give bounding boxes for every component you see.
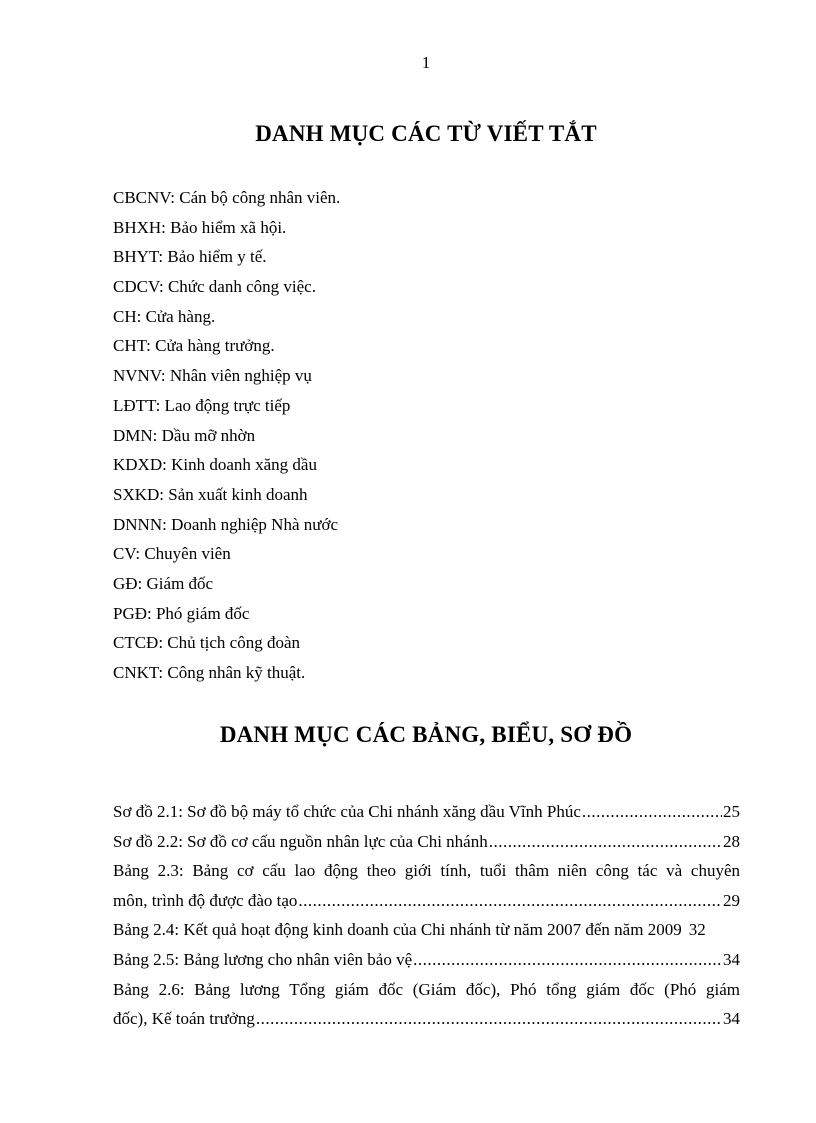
table-of-figures bbox=[113, 797, 740, 1034]
abbreviation-item: DMN: Dầu mỡ nhờn bbox=[113, 425, 256, 445]
abbreviation-item: CV: Chuyên viên bbox=[113, 544, 231, 564]
abbreviation-item: LĐTT: Lao động trực tiếp bbox=[113, 395, 291, 415]
toc-entry[interactable] bbox=[113, 856, 740, 915]
toc-entry-label: Sơ đồ 2.1: Sơ đồ bộ máy tổ chức của Chi nhánh xăng dầu Vĩnh Phúc bbox=[113, 802, 581, 821]
toc-entry-page: 34 bbox=[723, 949, 740, 969]
abbreviation-item: DNNN: Doanh nghiệp Nhà nước bbox=[113, 514, 338, 534]
toc-entry-label-line1: Bảng 2.6: Bảng lương Tổng giám đốc (Giám đốc), Phó tổng giám đốc (Phó giám bbox=[113, 979, 740, 999]
abbreviation-item: CDCV: Chức danh công việc. bbox=[113, 277, 316, 297]
abbreviation-item: GĐ: Giám đốc bbox=[113, 573, 214, 593]
toc-entry-label: đốc), Kế toán trưởng bbox=[113, 1009, 255, 1029]
abbreviations-heading: DANH MỤC CÁC TỪ VIẾT TẮT bbox=[255, 121, 597, 146]
abbreviation-item: PGĐ: Phó giám đốc bbox=[113, 603, 250, 623]
abbreviation-item: BHXH: Bảo hiểm xã hội. bbox=[113, 217, 287, 237]
toc-leader-dots bbox=[256, 1004, 722, 1034]
toc-entry[interactable] bbox=[113, 827, 740, 857]
abbreviation-item: BHYT: Bảo hiểm y tế. bbox=[113, 247, 267, 267]
toc-entry-page: 25 bbox=[723, 802, 740, 821]
toc-entry[interactable] bbox=[113, 945, 740, 975]
toc-entry[interactable] bbox=[113, 915, 773, 945]
toc-leader-dots bbox=[489, 827, 722, 857]
abbreviation-item: NVNV: Nhân viên nghiệp vụ bbox=[113, 366, 312, 386]
toc-entry-label: Sơ đồ 2.2: Sơ đồ cơ cấu nguồn nhân lực của Chi nhánh bbox=[113, 831, 488, 851]
toc-entry-label: Bảng 2.4: Kết quả hoạt động kinh doanh của Chi nhánh từ năm 2007 đến năm 2009 bbox=[113, 920, 682, 940]
abbreviation-item: CHT: Cửa hàng trưởng. bbox=[113, 336, 275, 356]
abbreviation-item: KDXD: Kinh doanh xăng dầu bbox=[113, 455, 317, 475]
toc-entry-page: 32 bbox=[688, 920, 706, 940]
abbreviation-item: CBCNV: Cán bộ công nhân viên. bbox=[113, 188, 341, 207]
toc-entry-label-line1: Bảng 2.3: Bảng cơ cấu lao động theo giới tính, tuổi thâm niên công tác và chuyên bbox=[113, 861, 740, 881]
toc-entry-page: 34 bbox=[723, 1009, 740, 1029]
tables-heading: DANH MỤC CÁC BẢNG, BIỂU, SƠ ĐỒ bbox=[219, 722, 633, 747]
toc-leader-dots bbox=[582, 797, 722, 827]
toc-entry[interactable] bbox=[113, 797, 740, 827]
toc-entry[interactable] bbox=[113, 975, 740, 1034]
toc-leader-dots bbox=[298, 886, 722, 916]
toc-leader-dots bbox=[413, 945, 722, 975]
page-number: 1 bbox=[421, 53, 431, 72]
abbreviation-item: CTCĐ: Chủ tịch công đoàn bbox=[113, 633, 300, 653]
abbreviations-list bbox=[113, 187, 340, 692]
toc-entry-label: môn, trình độ được đào tạo bbox=[113, 890, 298, 910]
toc-entry-page: 29 bbox=[723, 890, 740, 910]
toc-entry-label: Bảng 2.5: Bảng lương cho nhân viên bảo vệ bbox=[113, 949, 413, 969]
toc-entry-page: 28 bbox=[723, 831, 740, 851]
abbreviation-item: SXKD: Sản xuất kinh doanh bbox=[113, 484, 308, 504]
abbreviation-item: CH: Cửa hàng. bbox=[113, 306, 216, 326]
abbreviation-item: CNKT: Công nhân kỹ thuật. bbox=[113, 663, 306, 682]
